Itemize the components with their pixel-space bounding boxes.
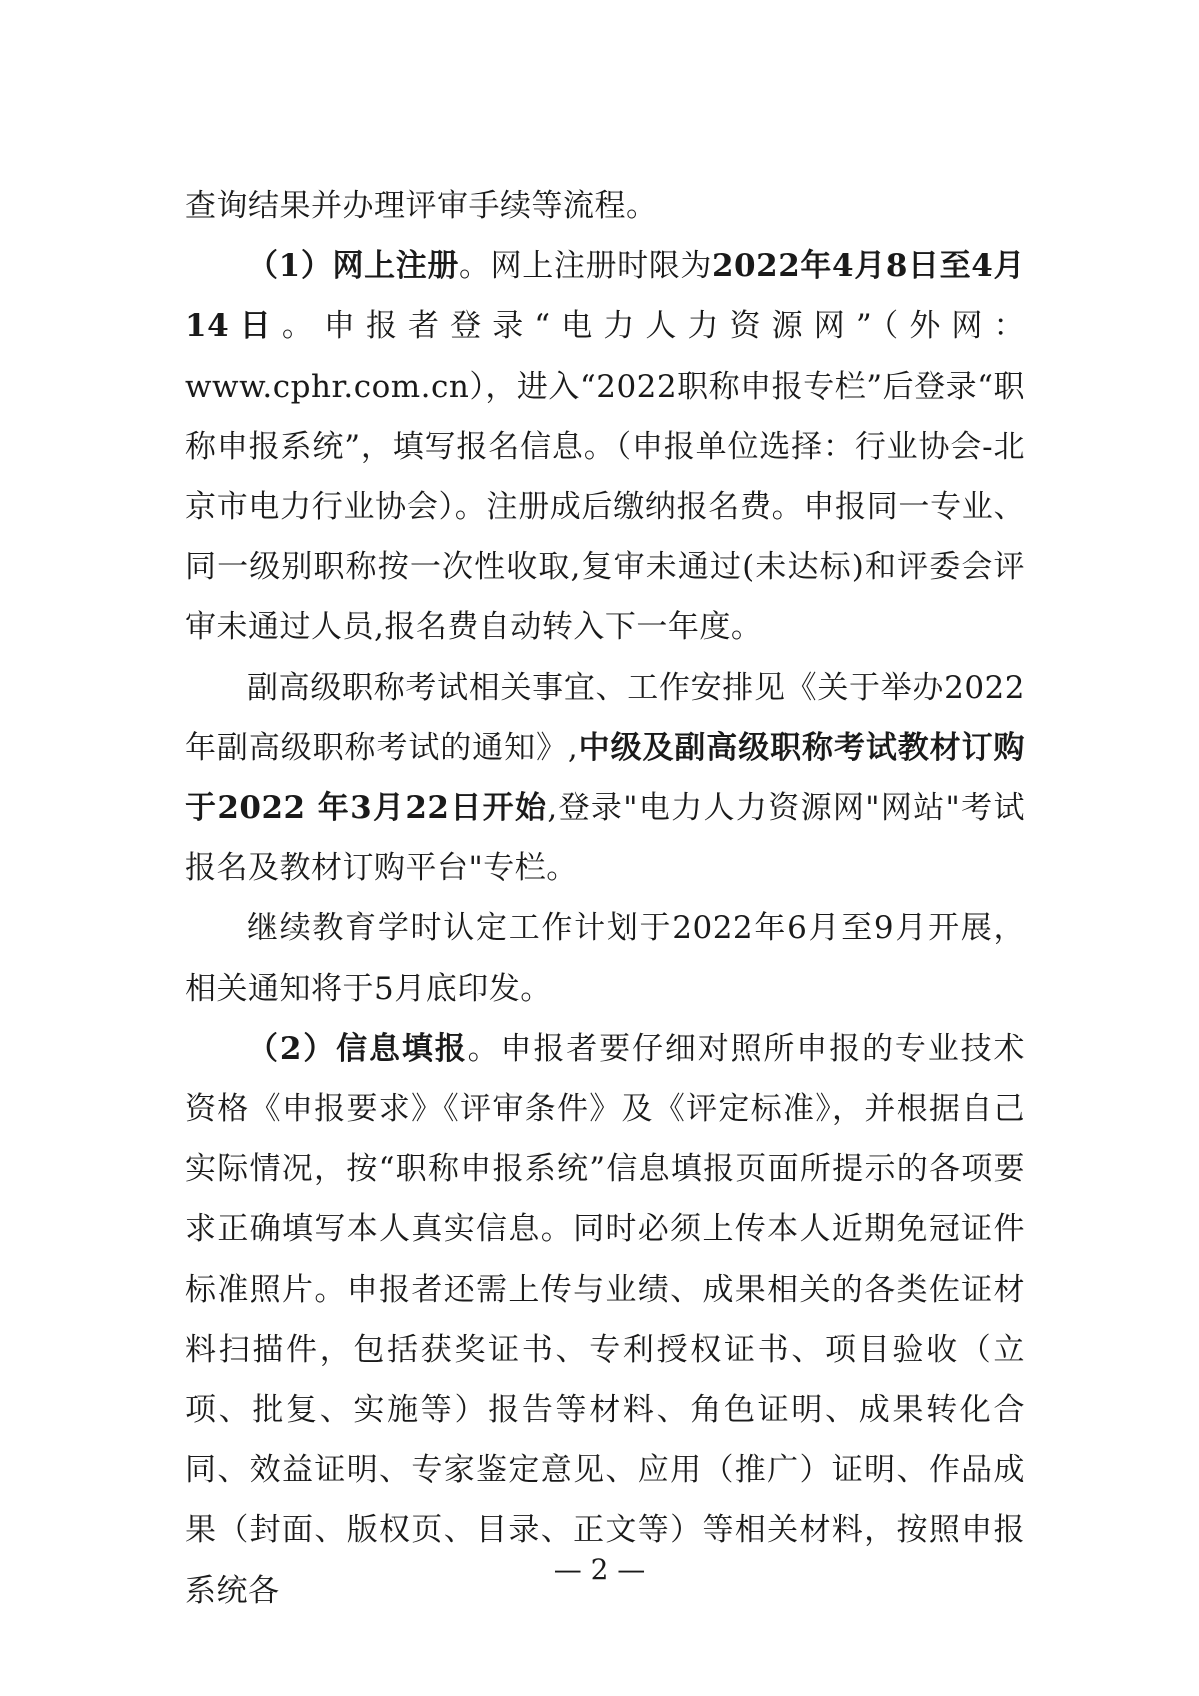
paragraph-text: 副高级职称考试相关事宜、工作安排见《关于举办2022年副高级职称考试的通知》, <box>185 669 1025 766</box>
paragraph-continuing-education <box>185 898 1025 1018</box>
section-heading-registration: （1）网上注册 <box>247 248 459 285</box>
paragraph-information-filling <box>185 1019 1025 1621</box>
paragraph-text: 。申报者要仔细对照所申报的专业技术资格《申报要求》《评审条件》及《评定标准》，并根据自己实际情况，按“职称申报系统”信息填报页面所提示的各项要求正确填写本人真实信息。同时必须上传本人近期免冠证件标准照片。申报者还需上传与业绩、成果相关的各类佐证材料扫描件，包括获奖证书、专利授权证书、项目验收（立项、批复、实施等）报告等材料、角色证明、成果转化合同、效益证明、专家鉴定意见、应用（推广）证明、作品成果（封面、版权页、目录、正文等）等相关材料，按照申报系统各 <box>185 1030 1025 1609</box>
registration-dates: 2022年4月8日至4月14日 <box>185 248 1025 345</box>
body-text <box>185 176 1025 1621</box>
paragraph-text: 查询结果并办理评审手续等流程。 <box>185 188 658 224</box>
paragraph-online-registration <box>185 236 1025 657</box>
paragraph-exam-notice <box>185 658 1025 899</box>
paragraph-text: 。申报者登录“电力人力资源网”（外网：www.cphr.com.cn），进入“2022职称申报专栏”后登录“职称申报系统”，填写报名信息。（申报单位选择：行业协会-北京市电力行业协会）。注册成后缴纳报名费。申报同一专业、同一级别职称按一次性收取,复审未通过(未达标)和评委会评审未通过人员,报名费自动转入下一年度。 <box>185 308 1025 646</box>
paragraph-text: 。网上注册时限为 <box>458 248 712 285</box>
section-heading-information: （2）信息填报 <box>247 1030 468 1067</box>
paragraph-text: 继续教育学时认定工作计划于2022年6月至9月开展，相关通知将于5月底印发。 <box>185 910 1025 1007</box>
paragraph-continuation <box>185 176 1025 236</box>
textbook-order-date: 中级及副高级职称考试教材订购于2022 年3月22日开始 <box>185 729 1025 827</box>
paragraph-text: ,登录"电力人力资源网"网站"考试报名及教材订购平台"专栏。 <box>185 790 1025 887</box>
page-number: — 2 — <box>553 1553 646 1586</box>
